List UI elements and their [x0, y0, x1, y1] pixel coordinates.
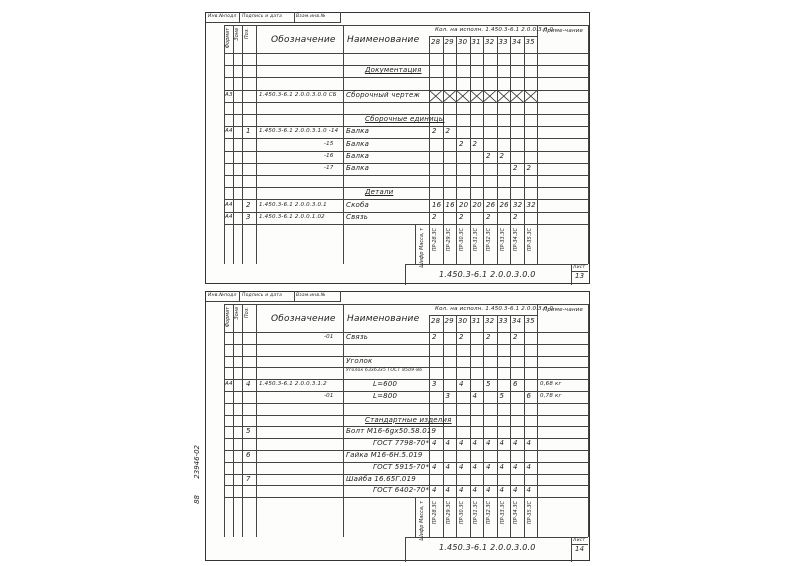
section-title: Сборочные единицы [365, 115, 445, 124]
sheet-number: 14 [575, 545, 585, 554]
grid-line [571, 264, 572, 285]
mark-mass-label: Шифр Масса, т [419, 501, 425, 541]
product-mark: ПР-29.3С [445, 501, 452, 525]
product-mark: ПР-35.3С [526, 227, 533, 251]
quantity-cell: 4 [432, 462, 437, 471]
table-row [224, 163, 588, 175]
quantity-cell: 4 [486, 486, 491, 495]
row-line [224, 175, 588, 176]
quantity-cell: 4 [445, 462, 451, 471]
row-line [224, 403, 588, 404]
quantity-cell: 26 [499, 200, 509, 209]
quantity-cell: 2 [472, 139, 478, 148]
product-mark: ПР-34.3С [513, 227, 519, 251]
variant-column-32: 32 [485, 317, 495, 325]
grid-line [415, 497, 416, 537]
quantity-cell: 2 [432, 127, 437, 136]
not-applicable-cross [524, 90, 538, 102]
table-row [224, 151, 588, 163]
quantity-cell: 2 [432, 332, 437, 341]
header-top-line [224, 304, 588, 305]
name-cell: Балка [346, 151, 370, 160]
product-mark: ПР-33.3С [499, 501, 506, 525]
position-cell: 3 [246, 212, 251, 221]
name-cell: Скоба [346, 200, 370, 209]
quantity-cell: 4 [459, 462, 464, 471]
name-cell: Балка [346, 163, 370, 172]
quantity-cell: 4 [432, 439, 437, 448]
grid-line [415, 224, 416, 264]
product-mark: ПР-28.3С [432, 501, 438, 525]
format-cell: А4 [225, 381, 233, 388]
variant-column-30: 30 [458, 317, 468, 325]
grid-line [294, 12, 295, 22]
sign-date-label: Подпись и дата [242, 14, 283, 19]
quantity-cell: 20 [459, 200, 469, 209]
grid-line [239, 12, 240, 22]
product-mark: ПР-32.3С [486, 227, 492, 251]
quantity-cell: 2 [459, 139, 464, 148]
grid-line [405, 537, 406, 562]
row-line [224, 53, 588, 54]
quantity-cell: 4 [472, 462, 478, 471]
spec-sheet-13 [205, 12, 590, 284]
format-header: Формат [225, 307, 231, 328]
not-applicable-cross [497, 90, 511, 102]
quantity-cell: 4 [432, 486, 437, 495]
table-row [224, 356, 588, 368]
product-mark: ПР-29.3С [445, 227, 452, 251]
quantity-cell: 4 [472, 439, 478, 448]
quantity-cell: 4 [459, 439, 464, 448]
quantity-cell: 3 [432, 380, 437, 389]
quantity-cell: 2 [513, 332, 518, 341]
quantity-cell: 2 [459, 332, 464, 341]
inv-no-label: Инв.№подл [208, 14, 237, 19]
format-cell: А3 [225, 91, 233, 98]
quantity-cell: 20 [472, 200, 482, 209]
document-code: 1.450.3-6.1 2.0.0.3.0.0 [439, 269, 536, 279]
quantity-cell: 32 [513, 200, 523, 209]
quantity-cell: 4 [445, 486, 451, 495]
name-cell: Балка [346, 127, 370, 136]
section-row [224, 187, 588, 199]
marks-top-line [415, 497, 537, 498]
section-title: Документация [365, 66, 422, 75]
quantity-cell: 6 [526, 391, 532, 400]
table-row [224, 391, 588, 403]
not-applicable-cross [456, 90, 470, 102]
quantity-cell: 4 [499, 462, 505, 471]
note-cell: 0,78 кг [540, 392, 562, 399]
name-cell: ГОСТ 6402-70* [373, 486, 430, 495]
replace-inv-label: Взам.инв.№ [296, 293, 326, 298]
quantity-cell: 2 [486, 332, 491, 341]
replace-inv-label: Взам.инв.№ [296, 14, 326, 19]
designation-cell: 1.450.3-6.1 2.0.0.1.02 [259, 213, 325, 220]
mark-mass-label: Шифр Масса, т [419, 227, 425, 268]
quantity-cell: 2 [459, 212, 464, 221]
variant-column-31: 31 [471, 317, 481, 325]
variant-column-32: 32 [485, 38, 495, 46]
quantity-cell: 4 [513, 486, 518, 495]
section-title: Детали [365, 188, 394, 197]
position-cell: 1 [246, 127, 251, 136]
variant-column-35: 35 [525, 317, 535, 325]
product-mark: ПР-33.3С [499, 227, 506, 251]
pos-header: Поз. [244, 28, 250, 40]
variant-column-31: 31 [471, 38, 481, 46]
name-header: Наименование [347, 35, 420, 45]
name-cell: Шайба 16.65Г.019 [346, 474, 416, 483]
grid-line [588, 25, 589, 264]
zone-header: Зона [234, 307, 240, 320]
name-cell: Уголок 63x63x5 ГОСТ 8509-86 [346, 368, 423, 374]
product-mark: ПР-35.3С [526, 501, 533, 525]
designation-cell: 1.450.3-6.1 2.0.0.3.1.0 -14 [259, 128, 339, 135]
quantity-cell: 2 [513, 212, 518, 221]
quantity-cell: 2 [486, 151, 491, 160]
quantity-cell: 2 [486, 212, 491, 221]
sheet-label: Лист [573, 538, 586, 544]
quantity-cell: 4 [459, 486, 464, 495]
variant-column-28: 28 [431, 38, 441, 46]
sign-date-label: Подпись и дата [242, 293, 283, 298]
grid-line [405, 264, 406, 285]
document-code: 1.450.3-6.1 2.0.0.3.0.0 [439, 543, 536, 553]
spec-sheet-14 [205, 291, 590, 561]
name-cell: Балка [346, 139, 370, 148]
product-mark: ПР-32.3С [486, 501, 492, 525]
quantity-cell: 32 [526, 200, 536, 209]
name-cell: Связь [346, 332, 369, 341]
quantity-cell: 4 [472, 486, 478, 495]
note-header: Приме-чание [543, 28, 584, 34]
variant-column-29: 29 [444, 317, 454, 325]
designation-cell: -01 [324, 333, 334, 340]
quantity-cell: 26 [486, 200, 496, 209]
designation-cell: -15 [324, 140, 334, 147]
name-cell: L=800 [373, 391, 398, 400]
quantity-cell: 3 [445, 391, 451, 400]
variant-column-34: 34 [512, 317, 522, 325]
position-cell: 7 [246, 474, 251, 483]
quantity-cell: 6 [513, 380, 518, 389]
designation-cell: -01 [324, 392, 334, 399]
name-cell: Связь [346, 212, 369, 221]
zone-header: Зона [234, 28, 240, 41]
quantity-cell: 4 [513, 462, 518, 471]
pos-header: Поз. [244, 307, 250, 319]
variant-column-33: 33 [498, 317, 508, 325]
quantity-cell: 4 [526, 439, 532, 448]
position-cell: 5 [246, 427, 251, 436]
position-cell: 4 [246, 380, 251, 389]
designation-cell: 1.450.3-6.1 2.0.0.3.1.2 [259, 381, 327, 388]
quantity-cell: 16 [432, 200, 442, 209]
name-cell: Сборочный чертеж [346, 90, 421, 99]
product-mark: ПР-34.3С [513, 501, 519, 525]
variant-column-34: 34 [512, 38, 522, 46]
name-cell: ГОСТ 7798-70* [373, 439, 430, 448]
not-applicable-cross [483, 90, 497, 102]
grid-line [588, 304, 589, 537]
designation-cell: 1.450.3-6.1 2.0.0.3.0.0 СБ [259, 91, 337, 98]
quantity-cell: 4 [526, 462, 532, 471]
format-header: Формат [225, 28, 231, 49]
quantity-cell: 4 [445, 439, 451, 448]
section-title: Стандартные изделия [365, 415, 452, 424]
designation-cell: 1.450.3-6.1 2.0.0.3.0.1 [259, 201, 327, 208]
not-applicable-cross [510, 90, 524, 102]
header-top-line [224, 25, 588, 26]
variant-column-29: 29 [444, 38, 454, 46]
quantity-cell: 5 [486, 380, 491, 389]
title-block-top [405, 537, 588, 538]
sheet-number: 13 [575, 271, 585, 280]
margin-archive-code: 23946-02 [193, 445, 201, 479]
frame-label-strip [206, 291, 341, 302]
row-line [224, 77, 588, 78]
inv-no-label: Инв.№подл [208, 293, 237, 298]
quantity-cell: 2 [526, 163, 532, 172]
format-cell: А4 [225, 213, 233, 220]
row-line [224, 102, 588, 103]
designation-header: Обозначение [271, 35, 336, 45]
variant-column-28: 28 [431, 317, 441, 325]
not-applicable-cross [429, 90, 443, 102]
designation-cell: -16 [324, 152, 334, 159]
product-mark: ПР-30.3С [459, 227, 465, 251]
designation-cell: -17 [324, 164, 334, 171]
quantity-cell: 2 [513, 163, 518, 172]
margin-number: 88 [193, 495, 201, 504]
sheet-label: Лист [573, 264, 586, 270]
quantity-cell: 4 [499, 486, 505, 495]
variant-column-33: 33 [498, 38, 508, 46]
product-mark: ПР-31.3С [472, 227, 479, 251]
quantity-cell: 4 [459, 380, 464, 389]
quantity-cell: 4 [526, 486, 532, 495]
name-header: Наименование [347, 314, 420, 324]
quantity-cell: 4 [499, 439, 505, 448]
product-mark: ПР-30.3С [459, 501, 465, 525]
grid-line [571, 537, 572, 562]
product-mark: ПР-28.3С [432, 227, 438, 251]
table-row [224, 138, 588, 150]
variant-column-30: 30 [458, 38, 468, 46]
not-applicable-cross [470, 90, 484, 102]
quantity-cell: 2 [445, 127, 451, 136]
row-line [224, 344, 588, 345]
frame-label-strip [206, 12, 341, 23]
designation-header: Обозначение [271, 314, 336, 324]
name-cell: L=600 [373, 380, 398, 389]
variant-column-35: 35 [525, 38, 535, 46]
name-cell: ГОСТ 5915-70* [373, 462, 430, 471]
grid-line [239, 291, 240, 301]
format-cell: А4 [225, 201, 233, 208]
format-cell: А4 [225, 128, 233, 135]
title-block-top [405, 264, 588, 265]
quantity-cell: 4 [472, 391, 478, 400]
position-cell: 2 [246, 200, 251, 209]
name-cell: Гайка М16-6Н.5.019 [346, 450, 423, 459]
table-row [224, 332, 588, 344]
quantity-cell: 4 [513, 439, 518, 448]
name-cell: Болт М16-6gx50.58.019 [346, 427, 437, 436]
name-cell: Уголок [346, 356, 373, 365]
qty-header: Кол. на исполн. 1.450.3-6.1 2.0.0.3.0.0 [435, 27, 554, 33]
qty-header: Кол. на исполн. 1.450.3-6.1 2.0.0.3.0.0 [435, 306, 554, 312]
quantity-cell: 2 [499, 151, 505, 160]
quantity-cell: 5 [499, 391, 505, 400]
quantity-cell: 4 [486, 462, 491, 471]
product-mark: ПР-31.3С [472, 501, 479, 525]
position-cell: 6 [246, 450, 251, 459]
not-applicable-cross [443, 90, 457, 102]
note-cell: 0,68 кг [540, 381, 562, 388]
marks-top-line [415, 224, 537, 225]
quantity-cell: 16 [445, 200, 455, 209]
quantity-cell: 2 [432, 212, 437, 221]
note-header: Приме-чание [543, 307, 584, 313]
quantity-cell: 4 [486, 439, 491, 448]
grid-line [294, 291, 295, 301]
